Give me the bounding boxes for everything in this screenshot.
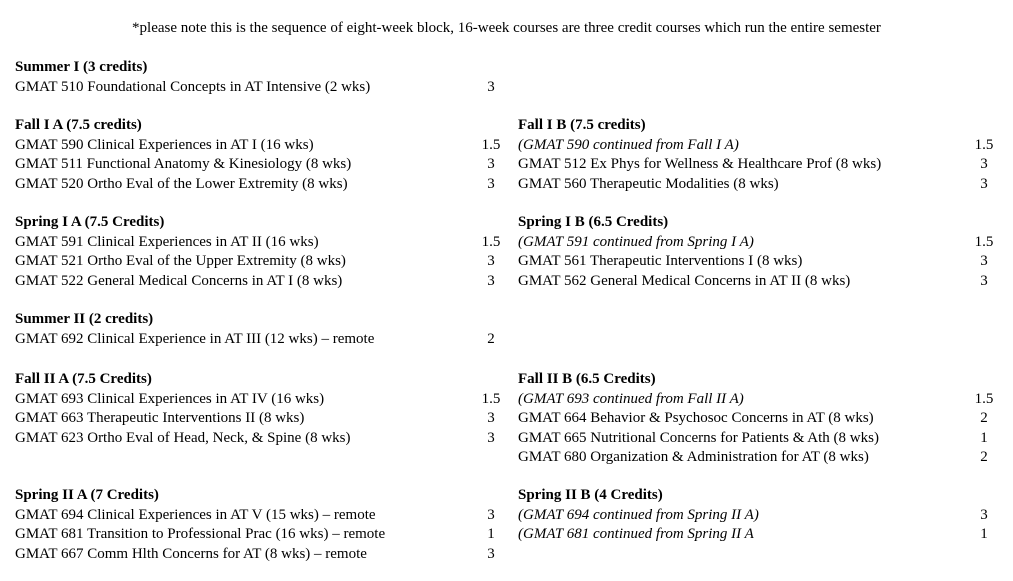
course-credits: 1.5 [481, 390, 501, 407]
course-credits: 1.5 [974, 390, 994, 407]
course-name: GMAT 693 Clinical Experiences in AT IV (16 wks) [15, 390, 325, 407]
course-credits: 3 [980, 272, 988, 289]
block-summer-2 [15, 310, 515, 349]
block-title: Fall I B (7.5 credits) [518, 117, 646, 133]
course-name: GMAT 667 Comm Hlth Concerns for AT (8 wks) – remote [15, 545, 367, 562]
block-title: Spring I A (7.5 Credits) [15, 214, 165, 230]
course-row [15, 78, 515, 98]
block-spring-2-a [15, 486, 515, 564]
block-title: Spring II A (7 Credits) [15, 487, 159, 503]
block-title: Summer II (2 credits) [15, 311, 154, 327]
course-continuation-row [518, 136, 1008, 156]
course-credits: 1 [980, 429, 988, 446]
course-name: GMAT 511 Functional Anatomy & Kinesiology (8 wks) [15, 156, 352, 172]
block-title: Spring II B (4 Credits) [518, 487, 663, 503]
course-name: (GMAT 681 continued from Spring II A [518, 526, 754, 542]
course-row [15, 155, 515, 175]
course-name: (GMAT 694 continued from Spring II A) [518, 506, 759, 523]
course-name: GMAT 623 Ortho Eval of Head, Neck, & Spine (8 wks) [15, 429, 351, 446]
course-credits: 3 [487, 545, 495, 562]
course-row [15, 272, 515, 292]
course-name: GMAT 510 Foundational Concepts in AT Intensive (2 wks) [15, 78, 371, 95]
course-continuation-row [518, 506, 1008, 526]
course-row [15, 136, 515, 156]
course-row [518, 175, 1008, 195]
sequence-note: *please note this is the sequence of eight-week block, 16-week courses are three credit courses which run the entire semester [132, 20, 881, 36]
course-row [15, 429, 515, 449]
course-name: GMAT 512 Ex Phys for Wellness & Healthcare Prof (8 wks) [518, 156, 882, 172]
course-row [15, 525, 515, 545]
block-fall-2-b [518, 370, 1008, 468]
course-name: GMAT 590 Clinical Experiences in AT I (16 wks) [15, 136, 314, 153]
course-name: GMAT 560 Therapeutic Modalities (8 wks) [518, 175, 779, 192]
course-row [15, 545, 515, 565]
block-title: Spring I B (6.5 Credits) [518, 214, 669, 230]
course-continuation-row [518, 233, 1008, 253]
block-fall-1-a [15, 116, 515, 194]
course-credits: 2 [980, 449, 988, 465]
block-summer-1 [15, 58, 515, 97]
block-fall-1-b [518, 116, 1008, 194]
course-continuation-row [518, 390, 1008, 410]
course-row [518, 409, 1008, 429]
course-credits: 3 [487, 429, 495, 446]
course-credits: 1.5 [481, 136, 501, 153]
course-credits: 3 [980, 253, 988, 269]
block-spring-2-b [518, 486, 1008, 545]
course-row [15, 233, 515, 253]
course-name: GMAT 680 Organization & Administration for AT (8 wks) [518, 449, 869, 465]
course-name: GMAT 664 Behavior & Psychosoc Concerns in AT (8 wks) [518, 410, 874, 426]
course-credits: 1 [487, 526, 495, 542]
course-name: GMAT 663 Therapeutic Interventions II (8 wks) [15, 410, 305, 426]
course-row [15, 390, 515, 410]
course-name: GMAT 561 Therapeutic Interventions I (8 wks) [518, 253, 803, 269]
course-credits: 3 [980, 506, 988, 523]
block-spring-1-b [518, 213, 1008, 291]
course-name: (GMAT 590 continued from Fall I A) [518, 136, 739, 153]
course-name: GMAT 692 Clinical Experience in AT III (12 wks) – remote [15, 330, 375, 347]
block-title: Fall II A (7.5 Credits) [15, 371, 152, 387]
course-name: GMAT 522 General Medical Concerns in AT I (8 wks) [15, 272, 343, 289]
course-credits: 3 [487, 156, 495, 172]
course-credits: 1.5 [481, 233, 501, 250]
course-credits: 2 [980, 410, 988, 426]
course-credits: 1 [980, 526, 988, 542]
course-credits: 3 [980, 156, 988, 172]
course-row [518, 429, 1008, 449]
course-name: GMAT 520 Ortho Eval of the Lower Extremity (8 wks) [15, 175, 348, 192]
block-fall-2-a [15, 370, 515, 448]
course-name: GMAT 591 Clinical Experiences in AT II (16 wks) [15, 233, 319, 250]
course-credits: 3 [487, 78, 495, 95]
course-row [15, 330, 515, 350]
block-title: Fall II B (6.5 Credits) [518, 371, 656, 387]
block-title: Fall I A (7.5 credits) [15, 117, 142, 133]
course-name: GMAT 665 Nutritional Concerns for Patients & Ath (8 wks) [518, 429, 879, 446]
course-credits: 3 [980, 175, 988, 192]
course-row [518, 252, 1008, 272]
course-credits: 3 [487, 272, 495, 289]
course-row [15, 506, 515, 526]
course-credits: 3 [487, 410, 495, 426]
course-credits: 3 [487, 175, 495, 192]
course-name: GMAT 521 Ortho Eval of the Upper Extremity (8 wks) [15, 253, 346, 269]
course-row [15, 252, 515, 272]
course-row [518, 448, 1008, 468]
course-credits: 2 [487, 330, 495, 347]
course-credits: 1.5 [974, 233, 994, 250]
course-continuation-row [518, 525, 1008, 545]
course-row [15, 175, 515, 195]
course-name: (GMAT 693 continued from Fall II A) [518, 390, 744, 407]
course-name: GMAT 694 Clinical Experiences in AT V (15 wks) – remote [15, 506, 376, 523]
course-credits: 1.5 [974, 136, 994, 153]
course-name: GMAT 562 General Medical Concerns in AT II (8 wks) [518, 272, 851, 289]
course-row [518, 155, 1008, 175]
block-title: Summer I (3 credits) [15, 59, 148, 75]
course-credits: 3 [487, 506, 495, 523]
course-credits: 3 [487, 253, 495, 269]
block-spring-1-a [15, 213, 515, 291]
course-name: GMAT 681 Transition to Professional Prac (16 wks) – remote [15, 526, 386, 542]
course-row [518, 272, 1008, 292]
course-row [15, 409, 515, 429]
course-name: (GMAT 591 continued from Spring I A) [518, 233, 754, 250]
